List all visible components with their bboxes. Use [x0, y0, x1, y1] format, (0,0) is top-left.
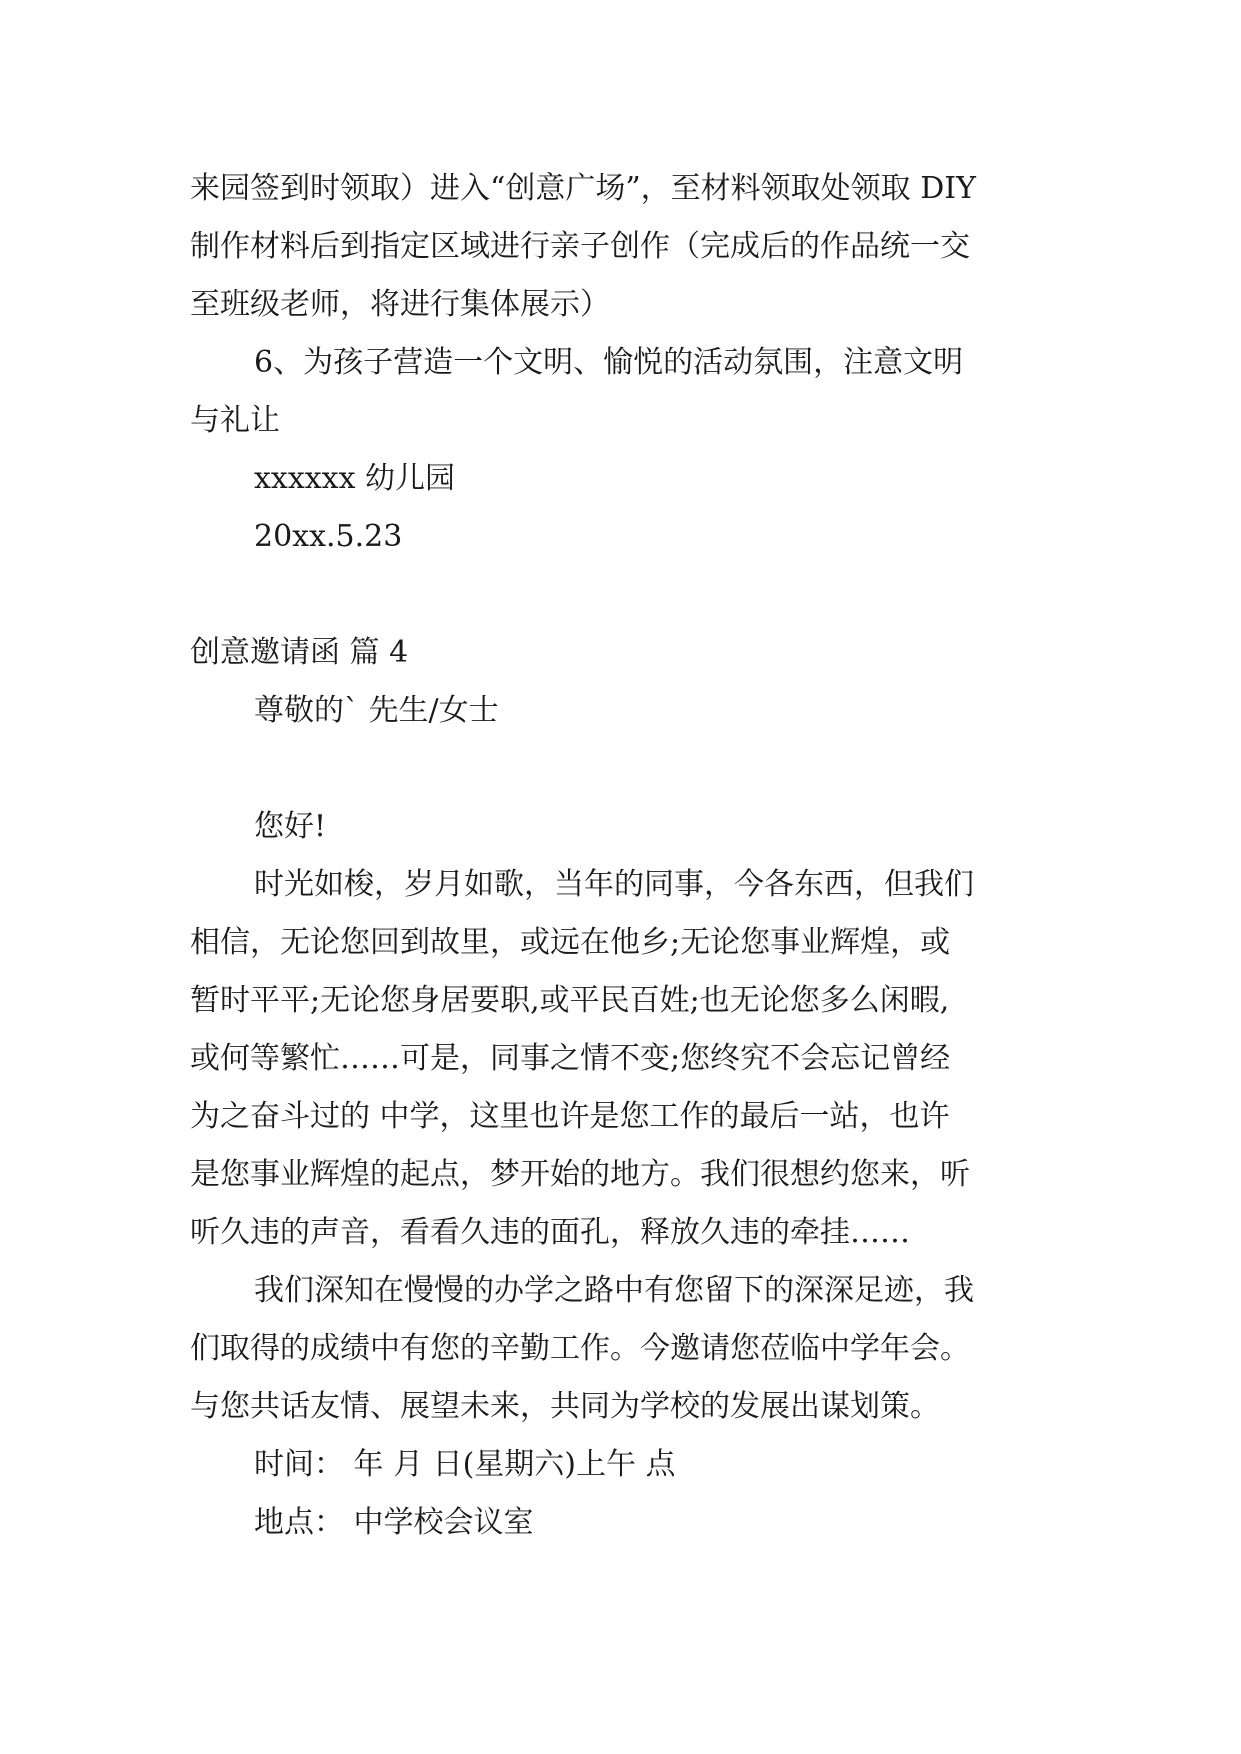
text-line: 与礼让 — [190, 403, 280, 438]
text-line: 我们深知在慢慢的办学之路中有您留下的深深足迹，我 — [254, 1273, 974, 1308]
spacer — [190, 566, 1050, 624]
text-line: 6、为孩子营造一个文明、愉悦的活动氛围，注意文明 — [254, 345, 964, 380]
salutation: 尊敬的` 先生/女士 — [254, 693, 499, 728]
text-line: 与您共话友情、展望未来，共同为学校的发展出谋划策。 — [190, 1389, 940, 1424]
text-line: 或何等繁忙……可是，同事之情不变;您终究不会忘记曾经 — [190, 1041, 951, 1076]
signature: xxxxxx 幼儿园 — [254, 461, 456, 496]
text-line: 听久违的声音，看看久违的面孔，释放久违的牵挂…… — [190, 1215, 910, 1250]
text-line: 是您事业辉煌的起点，梦开始的地方。我们很想约您来，听 — [190, 1157, 970, 1192]
text-line: 来园签到时领取）进入“创意广场”，至材料领取处领取 DIY — [190, 171, 976, 206]
text-line: 制作材料后到指定区域进行亲子创作（完成后的作品统一交 — [190, 229, 970, 264]
text-line: 时光如梭，岁月如歌，当年的同事，今各东西，但我们 — [254, 867, 974, 902]
spacer — [190, 740, 1050, 798]
text-line: 至班级老师，将进行集体展示） — [190, 287, 610, 322]
text-line: 为之奋斗过的 中学，这里也许是您工作的最后一站，也许 — [190, 1099, 950, 1134]
place-line: 地点： 中学校会议室 — [254, 1505, 534, 1540]
section-heading: 创意邀请函 篇 4 — [190, 635, 409, 670]
document-body — [190, 160, 1050, 1552]
text-line: 们取得的成绩中有您的辛勤工作。今邀请您莅临中学年会。 — [190, 1331, 970, 1366]
text-line: 暂时平平;无论您身居要职,或平民百姓;也无论您多么闲暇, — [190, 983, 950, 1018]
text-line: 相信，无论您回到故里，或远在他乡;无论您事业辉煌，或 — [190, 925, 951, 960]
time-line: 时间： 年 月 日(星期六)上午 点 — [254, 1447, 676, 1482]
date: 20xx.5.23 — [254, 519, 403, 554]
greeting: 您好! — [254, 809, 327, 844]
